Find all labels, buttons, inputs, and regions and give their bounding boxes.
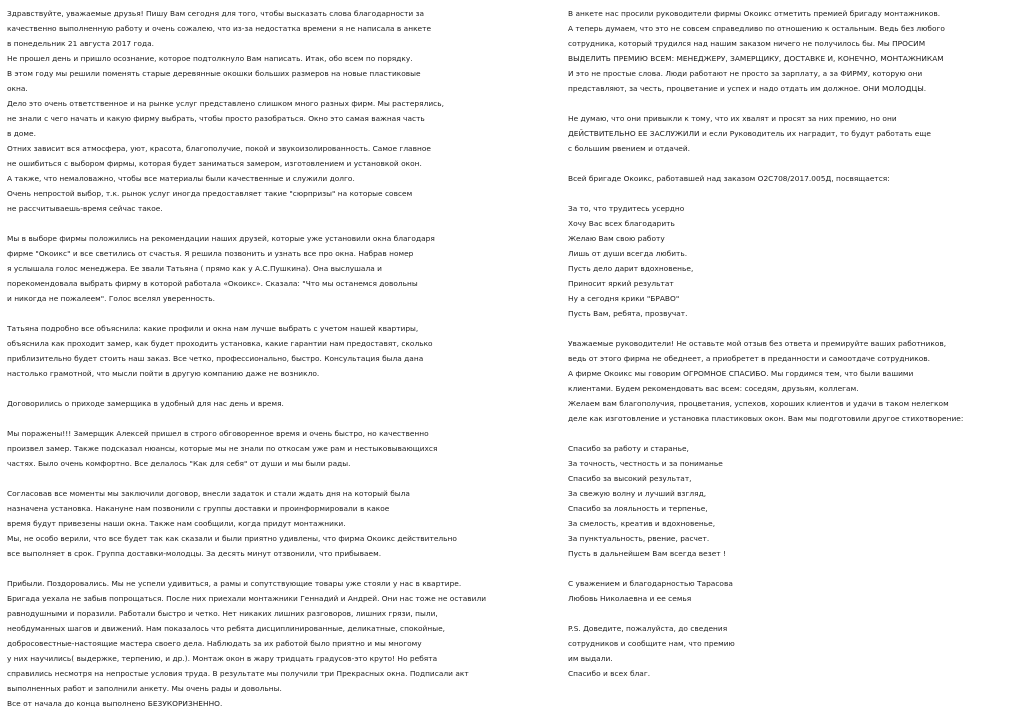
text-line: А также, что немаловажно, чтобы все материалы были качественные и служили долго. (7, 174, 355, 183)
text-line: Спасибо за работу и старанье, (568, 444, 689, 453)
letter-left-column (7, 6, 519, 711)
text-line: За то, что трудитесь усердно (568, 204, 685, 213)
text-line: им выдали. (568, 654, 613, 663)
paragraph-gap (7, 471, 519, 486)
text-line: Прибыли. Поздоровались. Мы не успели удивиться, а рамы и сопутствующие товары уже стояли у нас в квартире. (7, 579, 462, 588)
paragraph-gap (568, 426, 1026, 441)
text-line: Лишь от души всегда любить. (568, 249, 688, 258)
text-line: В анкете нас просили руководители фирмы Окоикс отметить премией бригаду монтажников. (568, 9, 941, 18)
paragraph-gap (568, 96, 1026, 111)
text-line: частях. Было очень комфортно. Все делалось "Как для себя" от души и мы были рады. (7, 459, 351, 468)
text-line: я услышала голос менеджера. Ее звали Татьяна ( прямо как у А.С.Пушкина). Она выслушала и (7, 264, 382, 273)
text-line: добросовестные-настоящие мастера своего дела. Наблюдать за их работой было приятно и мы многому (7, 639, 422, 648)
text-line: Пусть Вам, ребята, прозвучат. (568, 309, 688, 318)
text-line: Пусть дело дарит вдохновенье, (568, 264, 694, 273)
text-line: клиентами. Будем рекомендовать вас всем: соседям, друзьям, коллегам. (568, 384, 859, 393)
text-line: Согласовав все моменты мы заключили договор, внесли задаток и стали ждать дня на который была (7, 489, 410, 498)
text-line: Приносит яркий результат (568, 279, 674, 288)
text-line: Желаю Вам свою работу (568, 234, 665, 243)
text-line: в доме. (7, 129, 36, 138)
paragraph-gap (7, 381, 519, 396)
text-line: За точность, честность и за пониманье (568, 459, 723, 468)
text-line: За свежую волну и лучший взгляд, (568, 489, 707, 498)
text-line: порекомендовала выбрать фирму в которой работала «Окоикс». Сказала: "Что мы останемся довольны (7, 279, 418, 288)
text-line: выполненных работ и заполнили анкету. Мы очень рады и довольны. (7, 684, 282, 693)
text-line: все выполняет в срок. Группа доставки-молодцы. За десять минут отзвонили, что прибываем. (7, 549, 382, 558)
text-line: За смелость, креатив и вдохновенье, (568, 519, 716, 528)
text-line: справились несмотря на непростые условия труда. В результате мы получили три Прекрасных окна. Подписали акт (7, 669, 469, 678)
text-line: в понедельник 21 августа 2017 года. (7, 39, 155, 48)
text-line: Мы поражены!!! Замерщик Алексей пришел в строго обговоренное время и очень быстро, но качественно (7, 429, 429, 438)
text-line: сотрудника, который трудился над нашим заказом ничего не получилось бы. Мы ПРОСИМ (568, 39, 926, 48)
paragraph-gap (7, 561, 519, 576)
text-line: Очень непростой выбор, т.к. рынок услуг иногда предоставляет такие "сюрпризы" на которые совсем (7, 189, 413, 198)
text-line: С уважением и благодарностью Тарасова (568, 579, 733, 588)
text-line: Спасибо за лояльность и терпенье, (568, 504, 708, 513)
text-line: необдуманных шагов и движений. Нам показалось что ребята дисциплинированные, деликатные, спокойные, (7, 624, 446, 633)
text-line: произвел замер. Также подсказал нюансы, которые мы не знали по откосам уже рам и нестыковывающихся (7, 444, 438, 453)
paragraph-gap (7, 411, 519, 426)
text-line: и никогда не пожалеем". Голос вселял уверенность. (7, 294, 216, 303)
text-line: Дело это очень ответственное и на рынке услуг представлено слишком много разных фирм. Мы растерялись, (7, 99, 444, 108)
text-line: А теперь думаем, что это не совсем справедливо по отношению к остальным. Ведь без любого (568, 24, 945, 33)
text-line: А фирме Окоикс мы говорим ОГРОМНОЕ СПАСИБО. Мы гордимся тем, что были вашими (568, 369, 914, 378)
text-line: не рассчитываешь-время сейчас такое. (7, 204, 163, 213)
text-line: приблизительно будет стоить наш заказ. Все четко, профессионально, быстро. Консультация была дана (7, 354, 424, 363)
paragraph-gap (7, 306, 519, 321)
text-line: ДЕЙСТВИТЕЛЬНО ЕЕ ЗАСЛУЖИЛИ и если Руководитель их наградит, то будут работать еще (568, 129, 931, 138)
text-line: Уважаемые руководители! Не оставьте мой отзыв без ответа и премируйте ваших работников, (568, 339, 947, 348)
paragraph-gap (568, 321, 1026, 336)
text-line: деле как изготовление и установка пластиковых окон. Вам мы подготовили другое стихотворение: (568, 414, 964, 423)
text-line: объяснила как проходит замер, как будет проходить установка, какие гарантии нам предоставят, сколько (7, 339, 433, 348)
text-line: качественно выполненную работу и очень сожалею, что из-за недостатка времени я не написала в анкете (7, 24, 432, 33)
paragraph-gap (568, 561, 1026, 576)
text-line: Не думаю, что они привыкли к тому, что их хвалят и просят за них премию, но они (568, 114, 897, 123)
text-line: Договорились о приходе замерщика в удобный для нас день и время. (7, 399, 284, 408)
text-line: Хочу Вас всех благодарить (568, 219, 675, 228)
text-line: назначена установка. Накануне нам позвонили с группы доставки и проинформировали в какое (7, 504, 390, 513)
text-line: Татьяна подробно все объяснила: какие профили и окна нам лучше выбрать с учетом нашей квартиры, (7, 324, 419, 333)
text-line: не знали с чего начать и какую фирму выбрать, чтобы просто разобраться. Окно это самая важная часть (7, 114, 425, 123)
text-line: у них научились( выдержке, терпению, и др.). Монтаж окон в жару тридцать градусов-это круто! Но ребята (7, 654, 438, 663)
text-line: равнодушными и поразили. Работали быстро и четко. Нет никаких лишних разговоров, лишних грязи, пыли, (7, 609, 438, 618)
text-line: Спасибо и всех благ. (568, 669, 651, 678)
text-line: P.S. Доведите, пожалуйста, до сведения (568, 624, 728, 633)
text-line: Любовь Николаевна и ее семья (568, 594, 692, 603)
text-line: время будут привезены наши окна. Также нам сообщили, когда придут монтажники. (7, 519, 346, 528)
text-line: не ошибиться с выбором фирмы, которая будет заниматься замером, изготовлением и установкой окон. (7, 159, 422, 168)
text-line: Не прошел день и пришло осознание, которое подтолкнуло Вам написать. Итак, обо всем по порядку. (7, 54, 413, 63)
text-line: ВЫДЕЛИТЬ ПРЕМИЮ ВСЕМ: МЕНЕДЖЕРУ, ЗАМЕРЩИКУ, ДОСТАВКЕ И, КОНЕЧНО, МОНТАЖНИКАМ (568, 54, 944, 63)
text-line: Мы, не особо верили, что все будет так как сказали и были приятно удивлены, что фирма Окоикс действительно (7, 534, 457, 543)
text-line: окна. (7, 84, 28, 93)
paragraph-gap (568, 156, 1026, 171)
text-line: Все от начала до конца выполнено БЕЗУКОРИЗНЕННО. (7, 699, 223, 708)
text-line: Спасибо за высокий результат, (568, 474, 692, 483)
text-line: Всей бригаде Окоикс, работавшей над заказом О2С708/2017.005Д, посвящается: (568, 174, 890, 183)
text-line: ведь от этого фирма не обеднеет, а приобретет в преданности и самоотдаче сотрудников. (568, 354, 931, 363)
text-line: За пунктуальность, рвение, расчет. (568, 534, 710, 543)
text-line: настолько грамотной, что мысли пойти в другую компанию даже не возникло. (7, 369, 320, 378)
text-line: с большим рвением и отдачей. (568, 144, 691, 153)
letter-right-column (568, 6, 1026, 681)
text-line: И это не простые слова. Люди работают не просто за зарплату, а за ФИРМУ, которую они (568, 69, 923, 78)
paragraph-gap (568, 606, 1026, 621)
text-line: Ну а сегодня крики "БРАВО" (568, 294, 680, 303)
text-line: фирме "Окоикс" и все светились от счастья. Я решила позвонить и узнать все про окна. Набрав номер (7, 249, 414, 258)
text-line: Здравствуйте, уважаемые друзья! Пишу Вам сегодня для того, чтобы высказать слова благодарности за (7, 9, 425, 18)
text-line: представляют, за честь, процветание и успех и надо отдать им должное. ОНИ МОЛОДЦЫ. (568, 84, 927, 93)
text-line: Отних зависит вся атмосфера, уют, красота, благополучие, покой и звукоизолированность. Самое главное (7, 144, 431, 153)
text-line: Желаем вам благополучия, процветания, успехов, хороших клиентов и удачи в таком нелегком (568, 399, 949, 408)
text-line: Бригада уехала не забыв попрощаться. После них приехали монтажники Геннадий и Андрей. Они нас тоже не оставили (7, 594, 487, 603)
text-line: В этом году мы решили поменять старые деревянные окошки больших размеров на новые пластиковые (7, 69, 421, 78)
text-line: Мы в выборе фирмы положились на рекомендации наших друзей, которые уже установили окна благодаря (7, 234, 435, 243)
text-line: Пусть в дальнейшем Вам всегда везет ! (568, 549, 726, 558)
paragraph-gap (7, 216, 519, 231)
text-line: сотрудников и сообщите нам, что премию (568, 639, 735, 648)
paragraph-gap (568, 186, 1026, 201)
